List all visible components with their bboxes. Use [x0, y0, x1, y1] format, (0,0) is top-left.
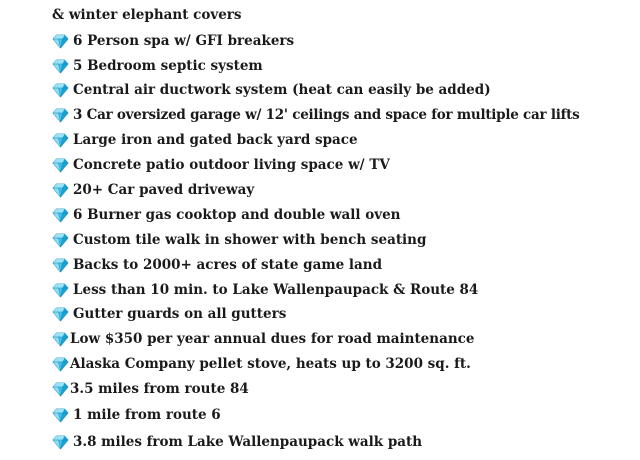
list-item: [52, 57, 263, 75]
diamond-icon: [52, 158, 69, 173]
list-item: [52, 231, 426, 249]
list-item: [52, 106, 579, 124]
diamond-icon: [52, 233, 69, 248]
list-item-text: Backs to 2000+ acres of state game land: [73, 257, 383, 273]
list-item-text: 3.8 miles from Lake Wallenpaupack walk path: [73, 434, 423, 450]
list-item: [52, 181, 254, 199]
diamond-icon: [52, 258, 69, 273]
diamond-icon: [52, 108, 69, 123]
list-item-text: Gutter guards on all gutters: [73, 306, 287, 322]
diamond-icon: [52, 435, 69, 450]
list-item: [52, 305, 286, 323]
list-item-text: 5 Bedroom septic system: [73, 58, 263, 74]
list-item: [52, 32, 294, 50]
list-item-text: Alaska Company pellet stove, heats up to 3200 sq. ft.: [70, 356, 471, 372]
list-item-text: 6 Person spa w/ GFI breakers: [73, 33, 295, 49]
diamond-icon: [52, 408, 69, 423]
list-item: [52, 433, 422, 451]
list-item: [52, 330, 474, 348]
diamond-icon: [52, 208, 69, 223]
diamond-icon: [52, 59, 69, 74]
list-item-text: Low $350 per year annual dues for road maintenance: [70, 331, 475, 347]
list-item: [52, 206, 401, 224]
list-item-text: Custom tile walk in shower with bench seating: [73, 232, 427, 248]
diamond-icon: [52, 382, 69, 397]
list-item-text: 1 mile from route 6: [73, 407, 221, 423]
list-item-text: Central air ductwork system (heat can easily be added): [73, 82, 491, 98]
diamond-icon: [52, 83, 69, 98]
intro-line-text: & winter elephant covers: [52, 7, 242, 23]
list-item-text: 3.5 miles from route 84: [70, 381, 249, 397]
list-item-text: 6 Burner gas cooktop and double wall oven: [73, 207, 401, 223]
list-item-text: 20+ Car paved driveway: [73, 182, 255, 198]
list-item-text: Large iron and gated back yard space: [73, 132, 358, 148]
intro-line: [52, 6, 242, 24]
diamond-icon: [52, 183, 69, 198]
list-item: [52, 81, 491, 99]
list-item: [52, 156, 390, 174]
list-item-text: Concrete patio outdoor living space w/ TV: [73, 157, 390, 173]
diamond-icon: [52, 332, 69, 347]
diamond-icon: [52, 357, 69, 372]
list-item-text: Less than 10 min. to Lake Wallenpaupack & Route 84: [73, 282, 479, 298]
list-item: [52, 380, 249, 398]
diamond-icon: [52, 34, 69, 49]
list-item-text: 3 Car oversized garage w/ 12' ceilings and space for multiple car lifts: [73, 107, 580, 123]
list-item: [52, 131, 358, 149]
diamond-icon: [52, 133, 69, 148]
list-item: [52, 406, 221, 424]
diamond-icon: [52, 307, 69, 322]
list-item: [52, 256, 382, 274]
list-item: [52, 355, 471, 373]
diamond-icon: [52, 283, 69, 298]
list-item: [52, 281, 478, 299]
